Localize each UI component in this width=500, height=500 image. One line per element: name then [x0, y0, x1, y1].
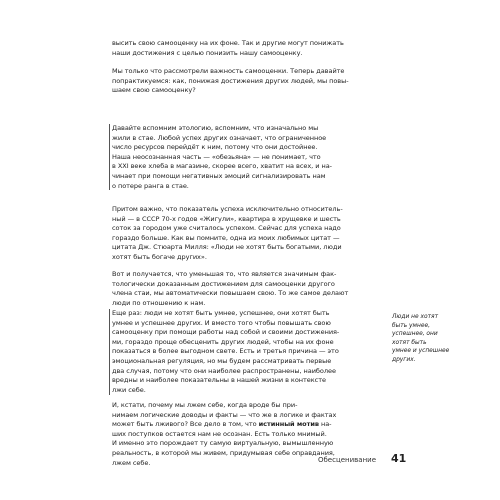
paragraph-7-text-before: И, кстати, почему мы лжем себе, когда вроде бы при- нимаем логические доводы и факты — что же в логике и фактах может быть лживого? Все дело в том, что	[112, 401, 337, 429]
paragraph-6: Еще раз: люди не хотят быть умнее, успешнее, они хотят быть умнее и успешнее других. И вместо того чтобы повышать свою самооценку при помощи работы над собой и своими достижения- ми, гораздо проще обесценить других людей, чтобы на их фоне показаться в более выгодном свете. Есть и третья причина — это эмоциональная регуляция, но мы будем рассматривать первые два случая, потому что они наиболее распространены, наиболее вредны и наиболее показательны в нашей жизни в контексте лжи себе.	[112, 309, 340, 394]
paragraph-6-marker-bar	[109, 309, 110, 395]
paragraph-7-bold-phrase: истинный мотив	[258, 420, 319, 429]
paragraph-1: высить свою самооценку на их фоне. Так и другие могут понижать наши достижения с целью понизить нашу самооценку.	[112, 39, 344, 57]
paragraph-5: Вот и получается, что уменьшая то, что является значимым фак- тологически доказанным достижением для самооценки другого члена стаи, мы автоматически повышаем свою. То же самое делают люди по отношению к нам.	[112, 270, 349, 307]
chapter-footer-label: Обесценивание	[317, 456, 376, 464]
paragraph-7-text-after: на- ших поступков остается нам не осознан. Есть только мнимый. И именно это порождает ту самую виртуальную, вымышленную реальность, в которой мы живем, придумывая себе оправдания, лжем себе.	[112, 420, 335, 467]
paragraph-2: Мы только что рассмотрели важность самооценки. Теперь давайте попрактикуемся: как, понижая достижения других людей, мы повы- шаем свою самооценку?	[112, 67, 349, 95]
margin-quote: Люди не хотят быть умнее, успешнее, они хотят быть умнее и успешнее других.	[392, 314, 450, 363]
page-number: 41	[391, 452, 407, 465]
paragraph-3-marker-bar	[109, 124, 110, 190]
paragraph-3: Давайте вспомним этологию, вспомним, что изначально мы жили в стае. Любой успех других означает, что ограниченное число ресурсов перейдёт к ним, потому что они достойнее. Наша неосознанная часть — «обезьяна» — не понимает, что в XXI веке хлеба в магазине, скорее всего, хватит на всех, и на- чинает при помощи негативных эмоций сигнализировать нам о потере ранга в стае.	[112, 124, 332, 190]
paragraph-4: Притом важно, что показатель успеха исключительно относитель- ный — в СССР 70-х годов «Жигули», квартира в хрущевке и шесть соток за городом уже считалось успехом. Сейчас для успеха надо гораздо больше. Как вы помните, одна из моих любимых цитат — цитата Дж. Стюарта Милля: «Люди не хотят быть богатыми, люди хотят быть богаче других».	[112, 205, 343, 261]
